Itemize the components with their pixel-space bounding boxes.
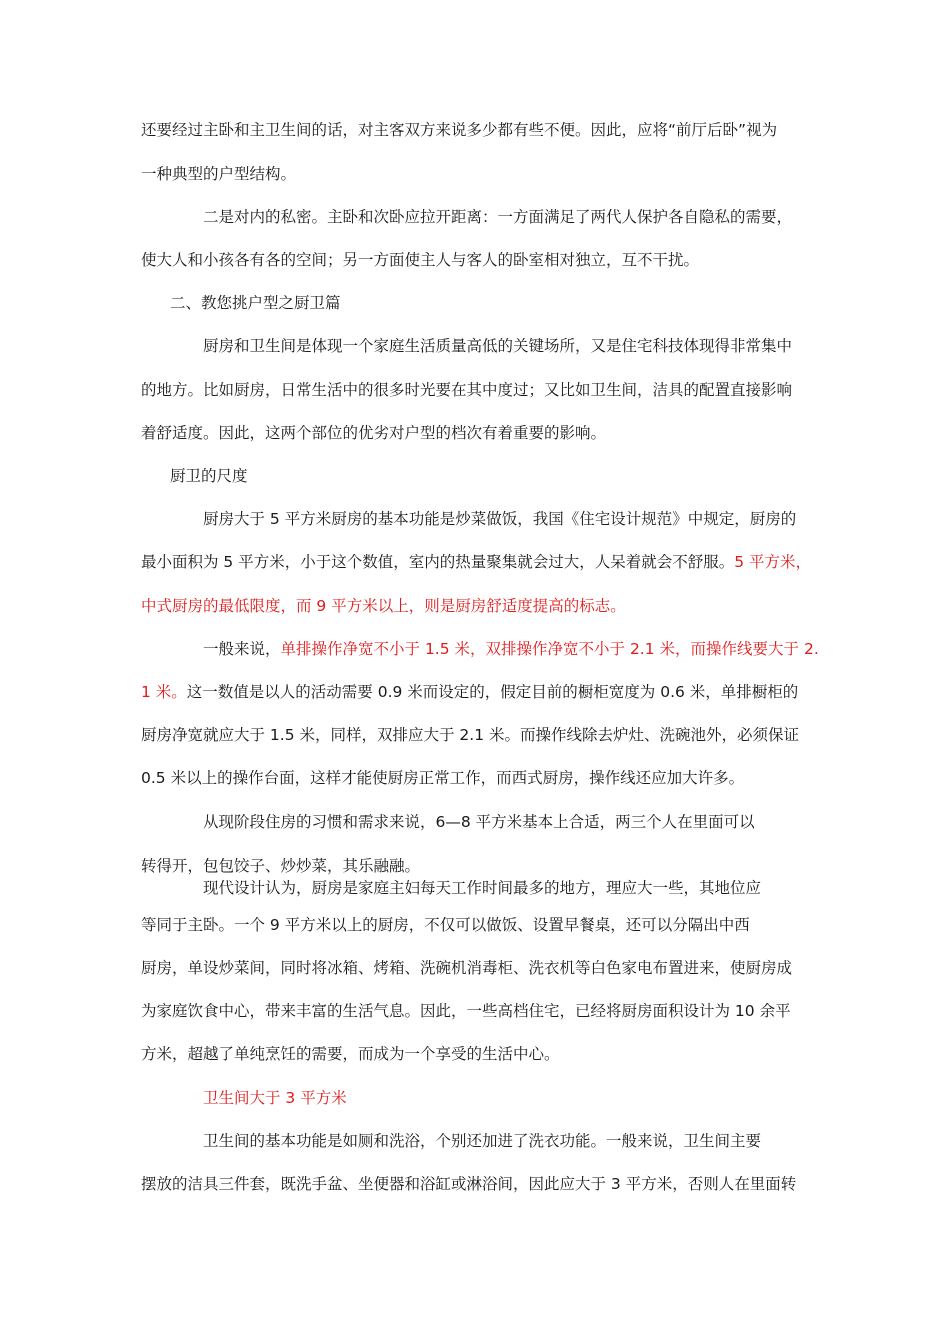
paragraph-line: 厨房大于 5 平方米厨房的基本功能是炒菜做饭，我国《住宅设计规范》中规定，厨房的: [203, 510, 797, 528]
paragraph-line: 厨房净宽就应大于 1.5 米，同样，双排应大于 2.1 米。而操作线除去炉灶、洗碗池外，必须保证: [141, 726, 800, 744]
highlighted-text: 单排操作净宽不小于 1.5 米，双排操作净宽不小于 2.1 米，而操作线要大于 2.: [280, 640, 819, 658]
paragraph-line: 的地方。比如厨房，日常生活中的很多时光要在其中度过；又比如卫生间，洁具的配置直接影响: [141, 381, 793, 399]
paragraph-line: 卫生间的基本功能是如厕和洗浴，个别还加进了洗衣功能。一般来说，卫生间主要: [203, 1132, 762, 1150]
highlighted-line: 中式厨房的最低限度，而 9 平方米以上，则是厨房舒适度提高的标志。: [141, 597, 626, 615]
paragraph-line: 着舒适度。因此，这两个部位的优劣对户型的档次有着重要的影响。: [141, 424, 607, 442]
paragraph-line: 还要经过主卧和主卫生间的话，对主客双方来说多少都有些不便。因此，应将“前厅后卧”视为: [141, 121, 778, 139]
paragraph-line: 使大人和小孩各有各的空间；另一方面使主人与客人的卧室相对独立，互不干扰。: [141, 251, 700, 269]
paragraph-line: 一种典型的户型结构。: [141, 165, 297, 183]
highlighted-text: 1 米。: [141, 683, 187, 701]
section-heading: 二、教您挑户型之厨卫篇: [170, 294, 341, 312]
paragraph-line: 现代设计认为，厨房是家庭主妇每天工作时间最多的地方，理应大一些，其地位应: [203, 879, 762, 897]
highlighted-text: 5 平方米，: [734, 553, 812, 571]
paragraph-line: 摆放的洁具三件套，既洗手盆、坐便器和浴缸或淋浴间，因此应大于 3 平方米，否则人在里面转: [141, 1175, 797, 1193]
paragraph-line: 厨房，单设炒菜间，同时将冰箱、烤箱、洗碗机消毒柜、洗衣机等白色家电布置进来，使厨房成: [141, 959, 793, 977]
paragraph-line: 二是对内的私密。主卧和次卧应拉开距离：一方面满足了两代人保护各自隐私的需要，: [203, 208, 793, 226]
paragraph-line: 方米，超越了单纯烹饪的需要，而成为一个享受的生活中心。: [141, 1045, 560, 1063]
paragraph-line: 为家庭饮食中心，带来丰富的生活气息。因此，一些高档住宅，已经将厨房面积设计为 10 余平: [141, 1002, 791, 1020]
paragraph-line: 厨房和卫生间是体现一个家庭生活质量高低的关键场所，又是住宅科技体现得非常集中: [203, 337, 793, 355]
paragraph-line: 0.5 米以上的操作台面，这样才能使厨房正常工作，而西式厨房，操作线还应加大许多。: [141, 769, 745, 787]
paragraph-line: 一般来说，单排操作净宽不小于 1.5 米，双排操作净宽不小于 2.1 米，而操作线要大于 2.: [203, 640, 819, 658]
paragraph-line: 最小面积为 5 平方米，小于这个数值，室内的热量聚集就会过大，人呆着就会不舒服。5 平方米，: [141, 553, 812, 571]
subsection-heading: 厨卫的尺度: [170, 467, 248, 485]
subsection-heading-highlighted: 卫生间大于 3 平方米: [203, 1089, 347, 1107]
paragraph-line: 等同于主卧。一个 9 平方米以上的厨房，不仅可以做饭、设置早餐桌，还可以分隔出中西: [141, 916, 750, 934]
paragraph-line: 1 米。这一数值是以人的活动需要 0.9 米而设定的，假定目前的橱柜宽度为 0.6 米，单排橱柜的: [141, 683, 799, 701]
paragraph-line: 转得开，包包饺子、炒炒菜，其乐融融。: [141, 857, 421, 875]
paragraph-line: 从现阶段住房的习惯和需求来说，6—8 平方米基本上合适，两三个人在里面可以: [203, 813, 755, 831]
